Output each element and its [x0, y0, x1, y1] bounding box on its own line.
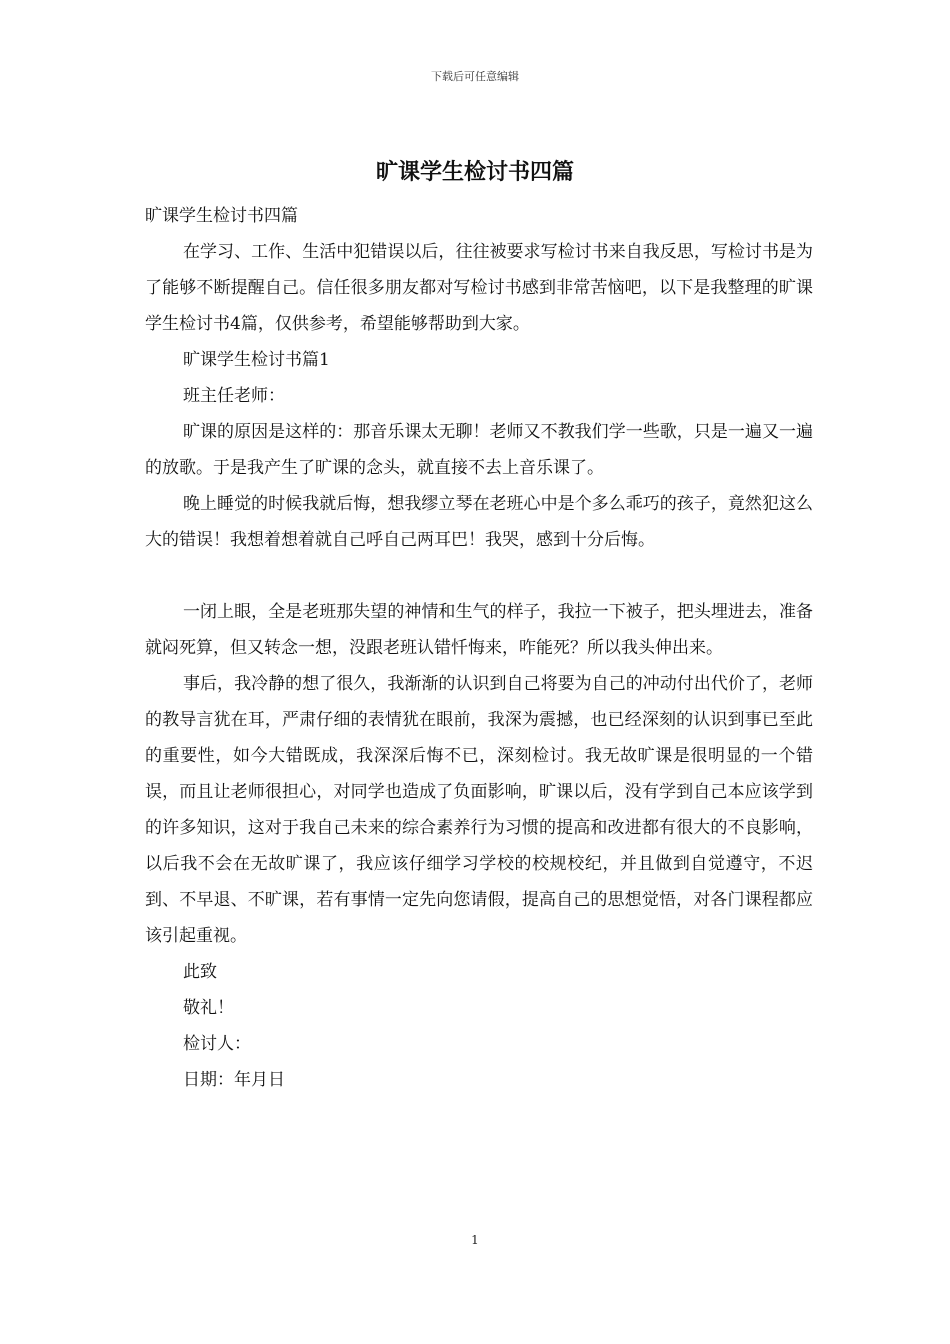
date-line: 日期：年月日	[183, 1070, 285, 1090]
signature-line: 检讨人：	[183, 1034, 251, 1054]
header-note: 下载后可任意编辑	[431, 70, 519, 83]
subtitle-paragraph: 旷课学生检讨书四篇	[145, 206, 298, 226]
document-body	[145, 198, 813, 1098]
intro-paragraph: 在学习、工作、生活中犯错误以后，往往被要求写检讨书来自我反思，写检讨书是为了能够不断提醒自己。信任很多朋友都对写检讨书感到非常苦恼吧，以下是我整理的旷课学生检讨书4篇，仅供参考，希望能够帮助到大家。	[145, 242, 813, 334]
body-paragraph: 事后，我冷静的想了很久，我渐渐的认识到自己将要为自己的冲动付出代价了，老师的教导言犹在耳，严肃仔细的表情犹在眼前，我深为震撼，也已经深刻的认识到事已至此的重要性，如今大错既成，我深深后悔不已，深刻检讨。我无故旷课是很明显的一个错误，而且让老师很担心，对同学也造成了负面影响，旷课以后，没有学到自己本应该学到的许多知识，这对于我自己未来的综合素养行为习惯的提高和改进都有很大的不良影响，以后我不会在无故旷课了，我应该仔细学习学校的校规校纪，并且做到自觉遵守，不迟到、不早退、不旷课，若有事情一定先向您请假，提高自己的思想觉悟，对各门课程都应该引起重视。	[145, 674, 813, 946]
body-paragraph: 一闭上眼，全是老班那失望的神情和生气的样子，我拉一下被子，把头埋进去，准备就闷死算，但又转念一想，没跟老班认错忏悔来，咋能死？所以我头伸出来。	[145, 602, 813, 658]
section-heading: 旷课学生检讨书篇1	[183, 350, 330, 370]
blank-line	[145, 558, 813, 594]
document-title: 旷课学生检讨书四篇	[375, 159, 574, 185]
body-paragraph: 晚上睡觉的时候我就后悔，想我缪立琴在老班心中是个多么乖巧的孩子，竟然犯这么大的错误！我想着想着就自己呼自己两耳巴！我哭，感到十分后悔。	[145, 494, 813, 550]
closing-line: 此致	[183, 962, 217, 982]
page-number: 1	[471, 1233, 479, 1247]
body-paragraph: 旷课的原因是这样的：那音乐课太无聊！老师又不教我们学一些歌，只是一遍又一遍的放歌。于是我产生了旷课的念头，就直接不去上音乐课了。	[145, 422, 813, 478]
closing-regards: 敬礼！	[183, 998, 234, 1018]
salutation: 班主任老师：	[183, 386, 285, 406]
